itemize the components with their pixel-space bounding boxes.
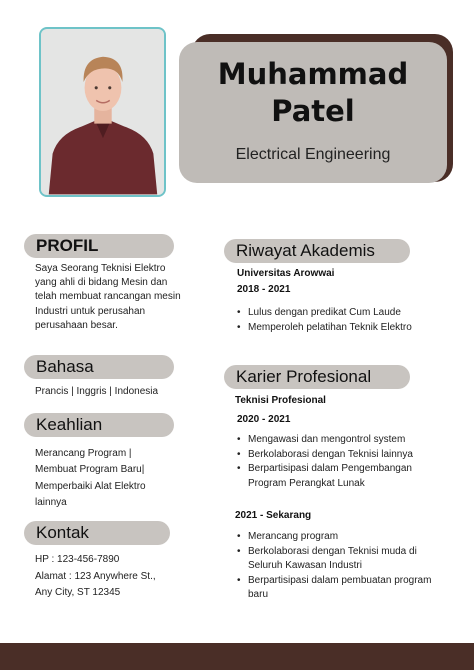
karier-period-2: 2021 - Sekarang bbox=[235, 510, 312, 521]
karier-list-1 bbox=[237, 433, 413, 491]
name-line-2: Patel bbox=[271, 94, 355, 128]
list-item: • Berkolaborasi dengan Teknisi lainnya bbox=[237, 448, 413, 463]
profil-line: Saya Seorang Teknisi Elektro bbox=[35, 263, 166, 274]
kontak-address: Alamat : 123 Anywhere St., bbox=[35, 570, 156, 582]
name-card bbox=[179, 42, 447, 183]
profil-line: perusahaan besar. bbox=[35, 319, 118, 331]
bahasa-heading: Bahasa bbox=[24, 355, 174, 379]
keahlian-line: Memperbaiki Alat Elektro bbox=[35, 480, 146, 492]
profil-line: yang ahli di bidang Mesin dan bbox=[35, 277, 168, 289]
kontak-phone: HP : 123-456-7890 bbox=[35, 554, 120, 565]
akademis-period: 2018 - 2021 bbox=[237, 284, 291, 295]
keahlian-heading: Keahlian bbox=[24, 413, 174, 437]
footer-bar bbox=[0, 643, 474, 670]
list-item: Seluruh Kawasan Industri bbox=[248, 560, 362, 572]
person-portrait-icon bbox=[41, 29, 164, 195]
kontak-text bbox=[35, 552, 156, 602]
name-line-1: Muhammad bbox=[217, 57, 409, 91]
list-item: • Memperoleh pelatihan Teknik Elektro bbox=[237, 321, 412, 336]
list-item: • Mengawasi dan mengontrol system bbox=[237, 433, 413, 448]
bahasa-text: Prancis | Inggris | Indonesia bbox=[35, 386, 159, 397]
karier-period-1: 2020 - 2021 bbox=[237, 414, 291, 425]
keahlian-text bbox=[35, 446, 146, 511]
profil-heading: PROFIL bbox=[24, 234, 174, 258]
list-item: • Berkolaborasi dengan Teknisi muda di bbox=[237, 545, 431, 560]
akademis-institution: Universitas Arowwai bbox=[237, 268, 335, 279]
akademis-heading: Riwayat Akademis bbox=[224, 239, 410, 263]
akademis-list bbox=[237, 306, 412, 335]
profil-text bbox=[35, 262, 181, 333]
list-item: baru bbox=[248, 589, 269, 601]
karier-list-2 bbox=[237, 530, 431, 603]
karier-heading: Karier Profesional bbox=[224, 365, 410, 389]
list-item: • Merancang program bbox=[237, 530, 431, 545]
list-item: Program Perangkat Lunak bbox=[248, 477, 365, 489]
list-item: • Lulus dengan predikat Cum Laude bbox=[237, 306, 412, 321]
keahlian-line: lainnya bbox=[35, 496, 67, 508]
profil-line: telah membuat rancangan mesin bbox=[35, 291, 181, 303]
kontak-heading: Kontak bbox=[24, 521, 170, 545]
keahlian-line: Merancang Program | bbox=[35, 448, 132, 459]
profile-photo bbox=[39, 27, 166, 197]
job-role: Electrical Engineering bbox=[235, 146, 391, 163]
kontak-address: Any City, ST 12345 bbox=[35, 587, 121, 598]
list-item: • Berpartisipasi dalam Pengembangan bbox=[237, 462, 413, 477]
karier-title: Teknisi Profesional bbox=[235, 395, 326, 406]
keahlian-line: Membuat Program Baru| bbox=[35, 464, 145, 476]
list-item: • Berpartisipasi dalam pembuatan program bbox=[237, 574, 431, 589]
profil-line: Industri untuk perusahan bbox=[35, 305, 146, 317]
